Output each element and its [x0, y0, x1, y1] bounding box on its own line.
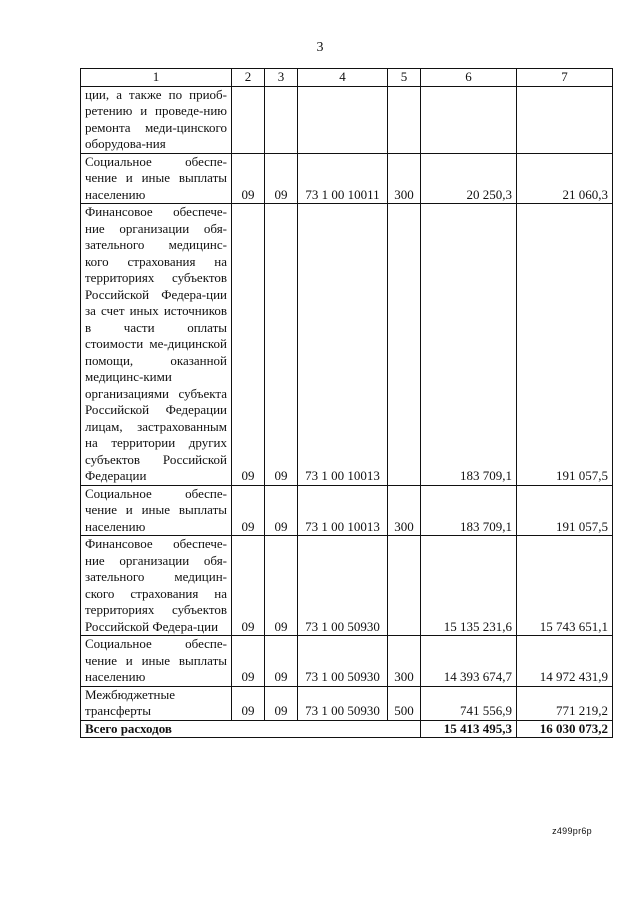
row-section	[232, 86, 265, 153]
row-amount-year2: 14 972 431,9	[517, 636, 613, 687]
row-section: 09	[232, 485, 265, 536]
column-header: 7	[517, 69, 613, 87]
row-amount-year2: 21 060,3	[517, 153, 613, 204]
row-subsection: 09	[265, 536, 298, 636]
table-row	[81, 536, 613, 636]
total-label: Всего расходов	[81, 720, 421, 738]
row-subsection: 09	[265, 153, 298, 204]
row-expense-type: 300	[388, 636, 421, 687]
row-amount-year2: 191 057,5	[517, 204, 613, 486]
row-subsection: 09	[265, 686, 298, 720]
row-target-code	[298, 86, 388, 153]
row-section: 09	[232, 153, 265, 204]
table-row	[81, 86, 613, 153]
row-target-code: 73 1 00 10013	[298, 204, 388, 486]
row-subsection	[265, 86, 298, 153]
column-header: 3	[265, 69, 298, 87]
total-year2: 16 030 073,2	[517, 720, 613, 738]
row-section: 09	[232, 636, 265, 687]
row-target-code: 73 1 00 10013	[298, 485, 388, 536]
total-year1: 15 413 495,3	[421, 720, 517, 738]
row-section: 09	[232, 536, 265, 636]
row-description: ции, а также по приоб-ретению и проведе-нию ремонта меди-цинского оборудова-ния	[81, 86, 232, 153]
row-expense-type: 500	[388, 686, 421, 720]
row-amount-year1: 15 135 231,6	[421, 536, 517, 636]
row-target-code: 73 1 00 10011	[298, 153, 388, 204]
row-description: Межбюджетные трансферты	[81, 686, 232, 720]
row-description: Социальное обеспе-чение и иные выплаты населению	[81, 485, 232, 536]
row-subsection: 09	[265, 636, 298, 687]
column-header: 2	[232, 69, 265, 87]
document-code: z499pr6p	[552, 826, 592, 836]
row-subsection: 09	[265, 485, 298, 536]
row-expense-type: 300	[388, 485, 421, 536]
row-amount-year1: 14 393 674,7	[421, 636, 517, 687]
row-target-code: 73 1 00 50930	[298, 636, 388, 687]
row-description: Финансовое обеспече-ние организации обя-зательного медицин-ского страхования на территориях субъектов Российской Федера-ции	[81, 536, 232, 636]
row-description: Социальное обеспе-чение и иные выплаты населению	[81, 636, 232, 687]
budget-table	[80, 68, 613, 738]
row-amount-year1: 183 709,1	[421, 485, 517, 536]
column-header: 6	[421, 69, 517, 87]
row-expense-type	[388, 204, 421, 486]
row-amount-year1	[421, 86, 517, 153]
table-row	[81, 485, 613, 536]
row-expense-type: 300	[388, 153, 421, 204]
total-row	[81, 720, 613, 738]
column-header: 4	[298, 69, 388, 87]
row-amount-year1: 183 709,1	[421, 204, 517, 486]
table-row	[81, 204, 613, 486]
table-row	[81, 636, 613, 687]
row-description: Финансовое обеспече-ние организации обя-зательного медицинс-кого страхования на территориях субъектов Российской Федера-ции за счет иных источников в части оплаты стоимости ме-дицинской помощи, оказанной медицинс-кими организациями субъекта Российской Федерации лицам, застрахованным на территории других субъектов Российской Федерации	[81, 204, 232, 486]
row-amount-year1: 20 250,3	[421, 153, 517, 204]
row-amount-year2	[517, 86, 613, 153]
row-section: 09	[232, 204, 265, 486]
page-number: 3	[316, 40, 324, 55]
row-amount-year1: 741 556,9	[421, 686, 517, 720]
row-section: 09	[232, 686, 265, 720]
row-expense-type	[388, 86, 421, 153]
column-header: 1	[81, 69, 232, 87]
row-amount-year2: 771 219,2	[517, 686, 613, 720]
row-target-code: 73 1 00 50930	[298, 536, 388, 636]
column-header: 5	[388, 69, 421, 87]
table-row	[81, 153, 613, 204]
row-amount-year2: 15 743 651,1	[517, 536, 613, 636]
row-expense-type	[388, 536, 421, 636]
row-description: Социальное обеспе-чение и иные выплаты населению	[81, 153, 232, 204]
header-row	[81, 69, 613, 87]
row-subsection: 09	[265, 204, 298, 486]
row-target-code: 73 1 00 50930	[298, 686, 388, 720]
table-row	[81, 686, 613, 720]
row-amount-year2: 191 057,5	[517, 485, 613, 536]
